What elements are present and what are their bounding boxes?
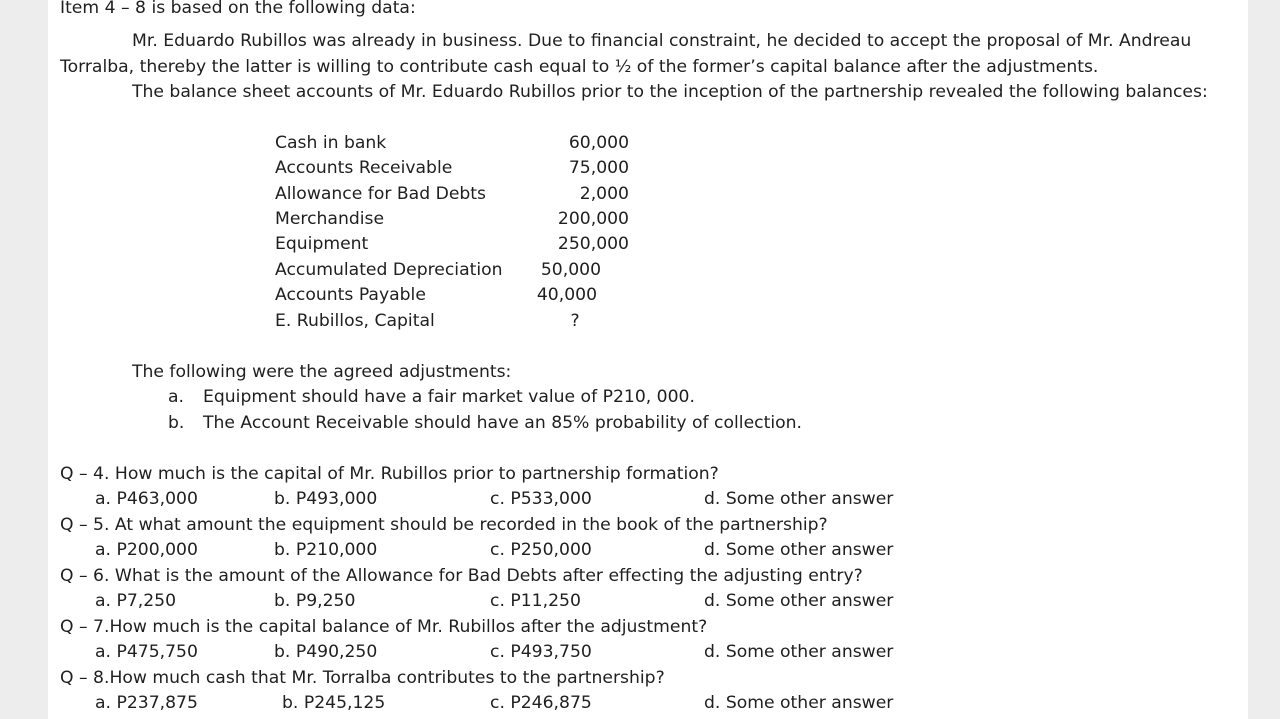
choice-a: a. P7,250 xyxy=(95,591,177,611)
choice-b: b. P493,000 xyxy=(274,489,378,509)
account-name: Merchandise xyxy=(275,209,385,229)
account-amount: 40,000 xyxy=(536,285,597,305)
adjustment-text: The Account Receivable should have an 85% probability of collection. xyxy=(203,413,802,433)
choice-c: c. P246,875 xyxy=(490,693,592,713)
choice-c: c. P11,250 xyxy=(490,591,581,611)
account-name: Accounts Payable xyxy=(275,285,426,305)
adjustment-marker: a. xyxy=(168,387,184,407)
question-text: Q – 6. What is the amount of the Allowance for Bad Debts after effecting the adjusting entry? xyxy=(60,566,863,586)
account-amount: 60,000 xyxy=(568,133,629,153)
choice-d: d. Some other answer xyxy=(704,591,894,611)
choice-b: b. P9,250 xyxy=(274,591,356,611)
account-amount: 75,000 xyxy=(568,158,629,178)
account-amount: ? xyxy=(570,311,580,331)
adjustment-marker: b. xyxy=(168,413,185,433)
choice-d: d. Some other answer xyxy=(704,693,894,713)
account-name: E. Rubillos, Capital xyxy=(275,311,435,331)
choice-a: a. P463,000 xyxy=(95,489,198,509)
choice-b: b. P210,000 xyxy=(274,540,378,560)
account-name: Accounts Receivable xyxy=(275,158,453,178)
intro-paragraph-2: The balance sheet accounts of Mr. Eduardo Rubillos prior to the inception of the partnership revealed the following balances: xyxy=(132,82,1208,102)
choice-c: c. P250,000 xyxy=(490,540,592,560)
question-text: Q – 7.How much is the capital balance of Mr. Rubillos after the adjustment? xyxy=(60,617,708,637)
choice-b: b. P245,125 xyxy=(282,693,386,713)
choice-a: a. P200,000 xyxy=(95,540,198,560)
choice-d: d. Some other answer xyxy=(704,642,894,662)
account-name: Accumulated Depreciation xyxy=(275,260,503,280)
document-page xyxy=(48,0,1248,719)
account-name: Allowance for Bad Debts xyxy=(275,184,487,204)
choice-b: b. P490,250 xyxy=(274,642,378,662)
account-amount: 200,000 xyxy=(557,209,629,229)
intro-paragraph-line-2: Torralba, thereby the latter is willing to contribute cash equal to ½ of the former’s capital balance after the adjustments. xyxy=(60,57,1099,77)
account-name: Equipment xyxy=(275,234,369,254)
choice-d: d. Some other answer xyxy=(704,489,894,509)
account-amount: 50,000 xyxy=(540,260,601,280)
adjustment-text: Equipment should have a fair market value of P210, 000. xyxy=(203,387,695,407)
question-text: Q – 4. How much is the capital of Mr. Rubillos prior to partnership formation? xyxy=(60,464,719,484)
question-text: Q – 5. At what amount the equipment should be recorded in the book of the partnership? xyxy=(60,515,828,535)
choice-c: c. P493,750 xyxy=(490,642,592,662)
intro-paragraph-line-1: Mr. Eduardo Rubillos was already in business. Due to financial constraint, he decided to accept the proposal of Mr. Andreau xyxy=(132,31,1192,51)
account-name: Cash in bank xyxy=(275,133,387,153)
choice-a: a. P237,875 xyxy=(95,693,198,713)
account-amount: 2,000 xyxy=(579,184,629,204)
account-amount: 250,000 xyxy=(557,234,629,254)
choice-d: d. Some other answer xyxy=(704,540,894,560)
choice-c: c. P533,000 xyxy=(490,489,592,509)
adjustments-heading: The following were the agreed adjustments: xyxy=(132,362,512,382)
question-text: Q – 8.How much cash that Mr. Torralba contributes to the partnership? xyxy=(60,668,665,688)
item-heading: Item 4 – 8 is based on the following data: xyxy=(60,0,416,18)
choice-a: a. P475,750 xyxy=(95,642,198,662)
